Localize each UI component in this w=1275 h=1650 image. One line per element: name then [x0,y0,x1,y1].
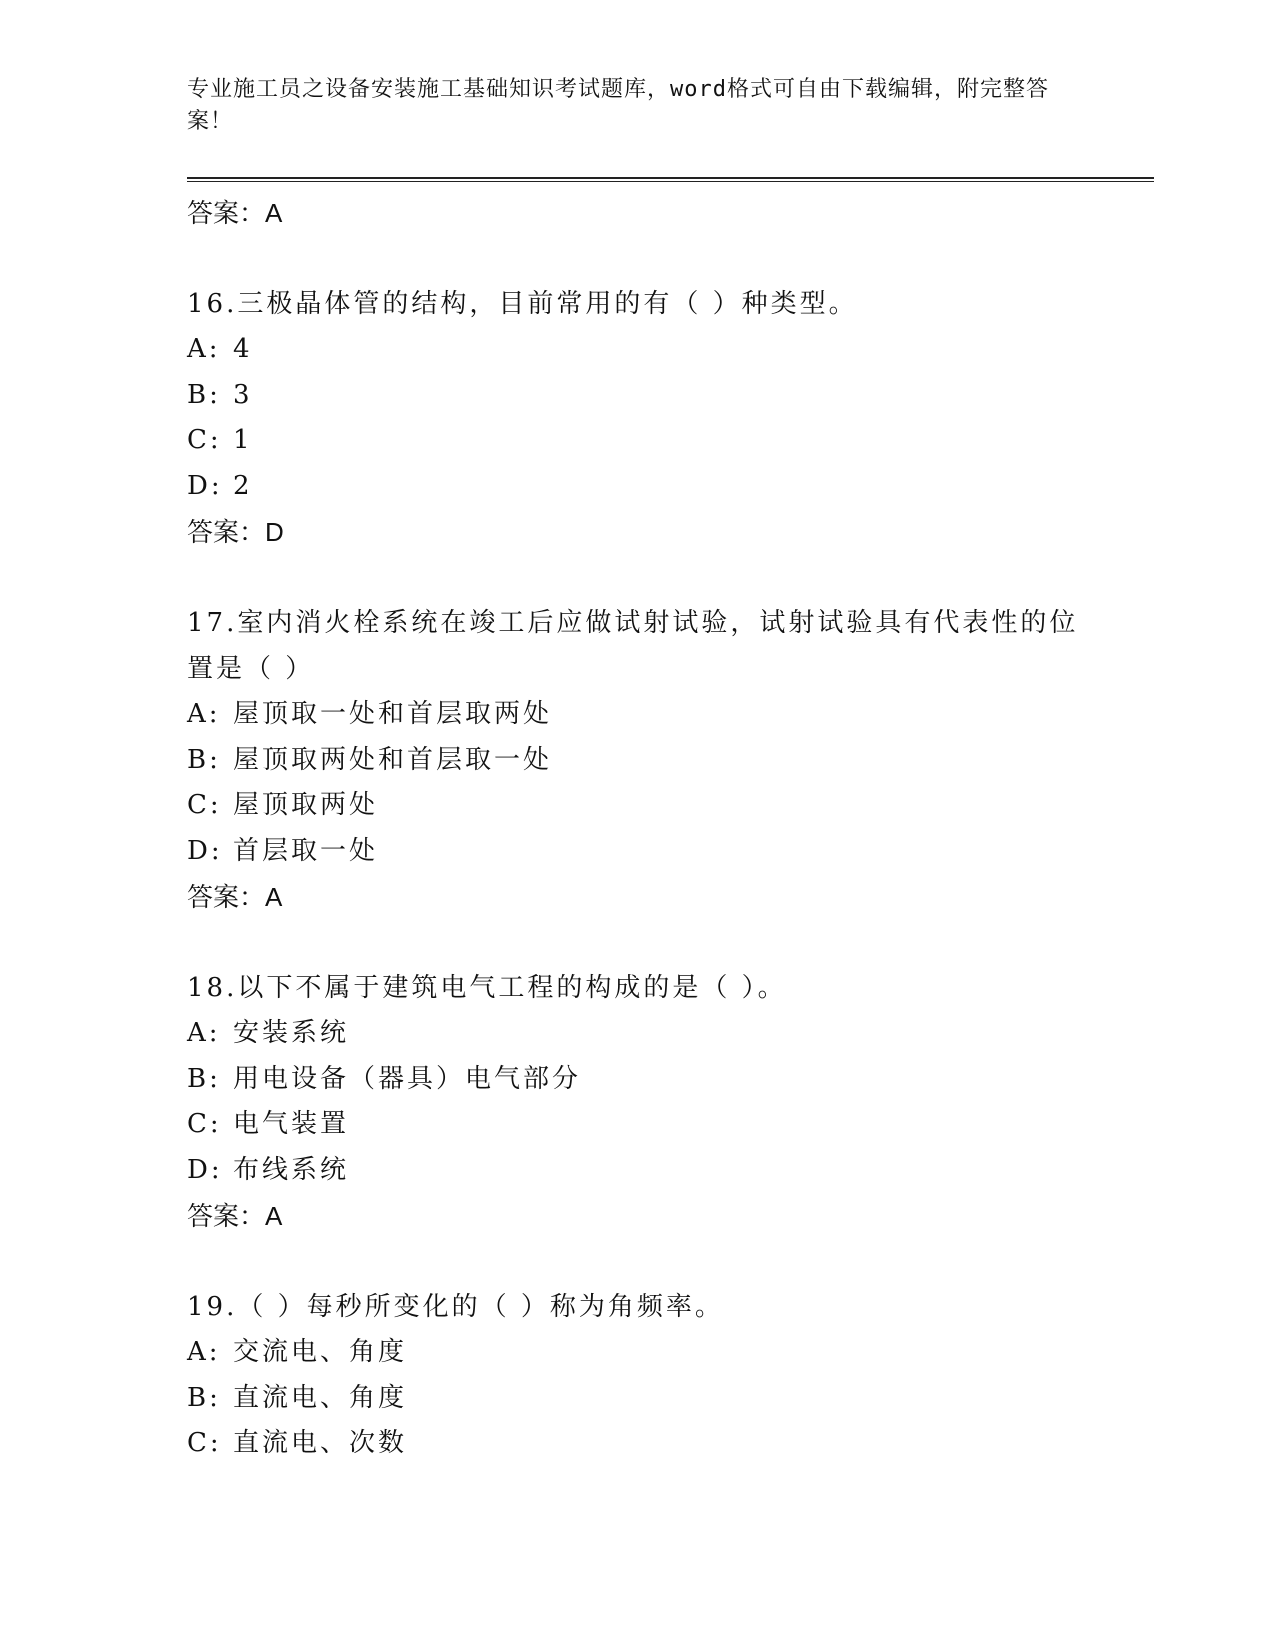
option-letter: C: [187,425,222,455]
option-letter: C: [187,790,222,820]
option-text: 1 [233,425,253,455]
option-c [187,783,1087,829]
option-text: 电气装置 [233,1109,350,1139]
question-title: 17.室内消火栓系统在竣工后应做试射试验，试射试验具有代表性的位置是（ ） [187,608,1079,684]
option-text: 直流电、次数 [233,1428,408,1458]
option-text: 屋顶取两处和首层取一处 [233,744,553,775]
option-c [187,418,1087,464]
option-b [187,373,1087,419]
option-a [187,327,1087,373]
option-c [187,1421,1087,1467]
spacer [187,920,1087,965]
question-list [187,190,1087,1467]
question-16 [187,281,1087,555]
document-header: 专业施工员之设备安装施工基础知识考试题库，word格式可自由下载编辑，附完整答案！ [187,77,1049,134]
option-letter: D: [187,1154,223,1185]
option-letter: B: [187,744,221,775]
option-text: 安装系统 [233,1018,350,1048]
option-letter: B: [187,379,221,410]
option-c [187,1102,1087,1148]
question-17 [187,600,1087,920]
option-letter: D: [187,470,223,501]
option-text: 布线系统 [233,1154,350,1185]
option-a [187,1330,1087,1376]
option-letter: C: [187,1428,222,1458]
option-text: 直流电、角度 [233,1382,408,1413]
option-letter: A: [187,699,221,729]
header-divider [187,177,1154,182]
question-19 [187,1284,1087,1467]
option-b [187,738,1087,784]
option-letter: D: [187,835,223,866]
spacer [187,1239,1087,1284]
option-text: 2 [233,470,253,501]
option-letter: A: [187,1018,221,1048]
question-title: 19.（ ）每秒所变化的（ ）称为角频率。 [187,1292,724,1322]
question-18 [187,965,1087,1239]
option-text: 屋顶取一处和首层取两处 [233,699,553,729]
answer-line: 答案：A [187,882,283,912]
option-letter: C: [187,1109,222,1139]
option-text: 交流电、角度 [233,1337,408,1367]
option-d [187,829,1087,875]
option-b [187,1376,1087,1422]
spacer [187,236,1087,281]
option-letter: A: [187,1337,221,1367]
option-letter: B: [187,1063,221,1094]
option-text: 4 [233,334,253,364]
option-d [187,464,1087,510]
answer-line: 答案：D [187,517,284,547]
question-title: 16.三极晶体管的结构，目前常用的有（ ）种类型。 [187,289,858,319]
option-text: 首层取一处 [233,835,379,866]
question-title: 18.以下不属于建筑电气工程的构成的是（ ）。 [187,973,787,1003]
option-a [187,1011,1087,1057]
option-letter: B: [187,1382,221,1413]
option-text: 屋顶取两处 [233,790,379,820]
option-text: 3 [233,379,253,410]
answer-line: 答案：A [187,1201,283,1231]
option-letter: A: [187,334,221,364]
option-b [187,1057,1087,1103]
option-a [187,692,1087,738]
spacer [187,555,1087,600]
option-text: 用电设备（器具）电气部分 [233,1063,582,1094]
option-d [187,1148,1087,1194]
answer-line: 答案：A [187,198,283,228]
